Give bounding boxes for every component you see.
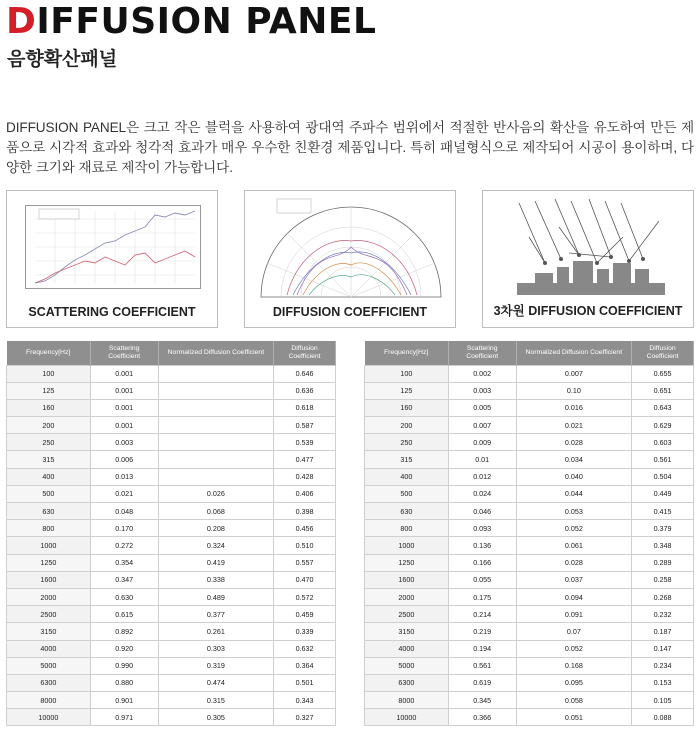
table-row bbox=[365, 623, 694, 640]
title-rest: IFFUSION PANEL bbox=[36, 1, 377, 42]
frequency-cell: 160 bbox=[365, 399, 449, 416]
frequency-cell: 630 bbox=[7, 503, 91, 520]
header-normalized-diffusion: Normalized Diffusion Coefficient bbox=[158, 341, 274, 365]
scattering-cell: 0.007 bbox=[448, 417, 516, 434]
diffusion-3d-illustration bbox=[499, 197, 679, 297]
normalized-diffusion-cell bbox=[158, 417, 274, 434]
table-row bbox=[365, 468, 694, 485]
diffusion-cell: 0.504 bbox=[632, 468, 694, 485]
diffusion-3d-caption: 3차원 DIFFUSION COEFFICIENT bbox=[493, 304, 683, 318]
diffusion-cell: 0.406 bbox=[274, 485, 336, 502]
table-row bbox=[7, 399, 336, 416]
frequency-cell: 6300 bbox=[365, 674, 449, 691]
scattering-cell: 0.001 bbox=[90, 399, 158, 416]
scattering-cell: 0.01 bbox=[448, 451, 516, 468]
diffusion-cell: 0.646 bbox=[274, 365, 336, 382]
scattering-cell: 0.001 bbox=[90, 365, 158, 382]
frequency-cell: 200 bbox=[7, 417, 91, 434]
frequency-cell: 800 bbox=[365, 520, 449, 537]
diffusion-cell: 0.449 bbox=[632, 485, 694, 502]
frequency-cell: 3150 bbox=[365, 623, 449, 640]
scattering-cell: 0.005 bbox=[448, 399, 516, 416]
normalized-diffusion-cell: 0.315 bbox=[158, 692, 274, 709]
frequency-cell: 125 bbox=[7, 382, 91, 399]
page-title bbox=[6, 2, 376, 42]
scattering-cell: 0.013 bbox=[90, 468, 158, 485]
scattering-cell: 0.009 bbox=[448, 434, 516, 451]
scattering-cell: 0.003 bbox=[90, 434, 158, 451]
table-row bbox=[7, 606, 336, 623]
table-header-row bbox=[7, 341, 336, 365]
table-row bbox=[7, 520, 336, 537]
header-normalized-diffusion: Normalized Diffusion Coefficient bbox=[516, 341, 632, 365]
normalized-diffusion-cell bbox=[158, 468, 274, 485]
table-row bbox=[7, 451, 336, 468]
table-row bbox=[365, 451, 694, 468]
scattering-graph-image bbox=[25, 205, 201, 289]
table-row bbox=[365, 399, 694, 416]
diffusion-polar-image bbox=[257, 197, 445, 301]
table-row bbox=[365, 417, 694, 434]
frequency-cell: 5000 bbox=[365, 657, 449, 674]
normalized-diffusion-cell: 0.007 bbox=[516, 365, 632, 382]
table-row bbox=[7, 417, 336, 434]
diffusion-cell: 0.603 bbox=[632, 434, 694, 451]
diffusion-cell: 0.632 bbox=[274, 640, 336, 657]
diffusion-cell: 0.587 bbox=[274, 417, 336, 434]
table-header-row bbox=[365, 341, 694, 365]
table-row bbox=[7, 571, 336, 588]
scattering-cell: 0.001 bbox=[90, 417, 158, 434]
normalized-diffusion-cell: 0.324 bbox=[158, 537, 274, 554]
table-row bbox=[365, 554, 694, 571]
page-subtitle: 음향확산패널 bbox=[7, 49, 118, 70]
normalized-diffusion-cell: 0.377 bbox=[158, 606, 274, 623]
table-row bbox=[7, 657, 336, 674]
scattering-cell: 0.630 bbox=[90, 588, 158, 605]
scattering-cell: 0.345 bbox=[448, 692, 516, 709]
normalized-diffusion-cell bbox=[158, 382, 274, 399]
scattering-cell: 0.615 bbox=[90, 606, 158, 623]
diffusion-cell: 0.655 bbox=[632, 365, 694, 382]
scattering-cell: 0.170 bbox=[90, 520, 158, 537]
scattering-cell: 0.024 bbox=[448, 485, 516, 502]
diffusion-cell: 0.510 bbox=[274, 537, 336, 554]
normalized-diffusion-cell: 0.052 bbox=[516, 640, 632, 657]
frequency-cell: 10000 bbox=[365, 709, 449, 726]
diffusion-cell: 0.636 bbox=[274, 382, 336, 399]
table-row bbox=[7, 537, 336, 554]
diffusion-3d-card bbox=[482, 190, 694, 328]
table-row bbox=[365, 709, 694, 726]
frequency-cell: 6300 bbox=[7, 674, 91, 691]
scattering-cell: 0.347 bbox=[90, 571, 158, 588]
scattering-cell: 0.046 bbox=[448, 503, 516, 520]
scattering-cell: 0.366 bbox=[448, 709, 516, 726]
diffusion-cell: 0.234 bbox=[632, 657, 694, 674]
normalized-diffusion-cell: 0.040 bbox=[516, 468, 632, 485]
diffusion-cell: 0.651 bbox=[632, 382, 694, 399]
table-body-left bbox=[7, 365, 336, 726]
table-row bbox=[365, 537, 694, 554]
frequency-cell: 160 bbox=[7, 399, 91, 416]
table-row bbox=[7, 623, 336, 640]
normalized-diffusion-cell: 0.068 bbox=[158, 503, 274, 520]
coefficient-table-left bbox=[6, 341, 336, 726]
table-row bbox=[365, 382, 694, 399]
diffusion-cell: 0.105 bbox=[632, 692, 694, 709]
diffusion-cell: 0.643 bbox=[632, 399, 694, 416]
header-scattering: Scattering Coefficient bbox=[90, 341, 158, 365]
normalized-diffusion-cell: 0.095 bbox=[516, 674, 632, 691]
diffusion-cell: 0.187 bbox=[632, 623, 694, 640]
diffusion-cell: 0.153 bbox=[632, 674, 694, 691]
normalized-diffusion-cell: 0.419 bbox=[158, 554, 274, 571]
scattering-cell: 0.002 bbox=[448, 365, 516, 382]
scattering-cell: 0.166 bbox=[448, 554, 516, 571]
frequency-cell: 100 bbox=[365, 365, 449, 382]
scattering-cell: 0.561 bbox=[448, 657, 516, 674]
normalized-diffusion-cell: 0.489 bbox=[158, 588, 274, 605]
scattering-cell: 0.001 bbox=[90, 382, 158, 399]
normalized-diffusion-cell: 0.303 bbox=[158, 640, 274, 657]
diffusion-cell: 0.415 bbox=[632, 503, 694, 520]
scattering-cell: 0.021 bbox=[90, 485, 158, 502]
diffusion-cell: 0.339 bbox=[274, 623, 336, 640]
normalized-diffusion-cell bbox=[158, 451, 274, 468]
scattering-cell: 0.048 bbox=[90, 503, 158, 520]
normalized-diffusion-cell: 0.094 bbox=[516, 588, 632, 605]
table-row bbox=[365, 520, 694, 537]
frequency-cell: 3150 bbox=[7, 623, 91, 640]
normalized-diffusion-cell: 0.168 bbox=[516, 657, 632, 674]
frequency-cell: 4000 bbox=[7, 640, 91, 657]
normalized-diffusion-cell: 0.474 bbox=[158, 674, 274, 691]
scattering-cell: 0.219 bbox=[448, 623, 516, 640]
frequency-cell: 500 bbox=[7, 485, 91, 502]
scattering-coefficient-card bbox=[6, 190, 218, 328]
diffusion-cell: 0.572 bbox=[274, 588, 336, 605]
scattering-cell: 0.971 bbox=[90, 709, 158, 726]
table-row bbox=[365, 365, 694, 382]
normalized-diffusion-cell: 0.052 bbox=[516, 520, 632, 537]
frequency-cell: 5000 bbox=[7, 657, 91, 674]
normalized-diffusion-cell: 0.208 bbox=[158, 520, 274, 537]
diffusion-cell: 0.398 bbox=[274, 503, 336, 520]
normalized-diffusion-cell: 0.028 bbox=[516, 434, 632, 451]
header-scattering: Scattering Coefficient bbox=[448, 341, 516, 365]
table-row bbox=[7, 674, 336, 691]
product-description: DIFFUSION PANEL은 크고 작은 블럭을 사용하여 광대역 주파수 범위에서 적절한 반사음의 확산을 유도하여 만든 제품으로 시각적 효과와 청각적 효과가 매우 우수한 친환경 제품입니다. 특히 패널형식으로 제작되어 시공이 용이하며, 다양한 크기와 재료로 제작이 가능합니다. bbox=[6, 120, 694, 175]
table-row bbox=[365, 606, 694, 623]
normalized-diffusion-cell: 0.028 bbox=[516, 554, 632, 571]
header-frequency: Frequency[Hz] bbox=[365, 341, 449, 365]
normalized-diffusion-cell: 0.058 bbox=[516, 692, 632, 709]
frequency-cell: 315 bbox=[365, 451, 449, 468]
frequency-cell: 200 bbox=[365, 417, 449, 434]
diffusion-cell: 0.539 bbox=[274, 434, 336, 451]
scattering-cell: 0.990 bbox=[90, 657, 158, 674]
coefficient-table-right bbox=[364, 341, 694, 726]
table-row bbox=[7, 365, 336, 382]
frequency-cell: 400 bbox=[365, 468, 449, 485]
diffusion-cell: 0.477 bbox=[274, 451, 336, 468]
scattering-cell: 0.892 bbox=[90, 623, 158, 640]
diffusion-cell: 0.088 bbox=[632, 709, 694, 726]
normalized-diffusion-cell: 0.091 bbox=[516, 606, 632, 623]
diffusion-cell: 0.456 bbox=[274, 520, 336, 537]
frequency-cell: 250 bbox=[7, 434, 91, 451]
table-row bbox=[365, 588, 694, 605]
scattering-cell: 0.920 bbox=[90, 640, 158, 657]
frequency-cell: 100 bbox=[7, 365, 91, 382]
table-body-right bbox=[365, 365, 694, 726]
normalized-diffusion-cell: 0.061 bbox=[516, 537, 632, 554]
table-row bbox=[365, 434, 694, 451]
scattering-cell: 0.194 bbox=[448, 640, 516, 657]
scattering-cell: 0.055 bbox=[448, 571, 516, 588]
normalized-diffusion-cell: 0.319 bbox=[158, 657, 274, 674]
frequency-cell: 1250 bbox=[7, 554, 91, 571]
normalized-diffusion-cell: 0.053 bbox=[516, 503, 632, 520]
scattering-cell: 0.272 bbox=[90, 537, 158, 554]
diffusion-cell: 0.232 bbox=[632, 606, 694, 623]
normalized-diffusion-cell: 0.034 bbox=[516, 451, 632, 468]
diffusion-cell: 0.364 bbox=[274, 657, 336, 674]
table-row bbox=[365, 503, 694, 520]
diffusion-cell: 0.501 bbox=[274, 674, 336, 691]
frequency-cell: 2500 bbox=[365, 606, 449, 623]
normalized-diffusion-cell: 0.051 bbox=[516, 709, 632, 726]
frequency-cell: 10000 bbox=[7, 709, 91, 726]
diffusion-cell: 0.289 bbox=[632, 554, 694, 571]
frequency-cell: 1000 bbox=[7, 537, 91, 554]
frequency-cell: 8000 bbox=[365, 692, 449, 709]
normalized-diffusion-cell: 0.10 bbox=[516, 382, 632, 399]
diffusion-caption: DIFFUSION COEFFICIENT bbox=[272, 305, 428, 319]
diffusion-cell: 0.268 bbox=[632, 588, 694, 605]
normalized-diffusion-cell: 0.261 bbox=[158, 623, 274, 640]
diffusion-cell: 0.327 bbox=[274, 709, 336, 726]
diffusion-cell: 0.561 bbox=[632, 451, 694, 468]
table-row bbox=[365, 674, 694, 691]
normalized-diffusion-cell bbox=[158, 365, 274, 382]
normalized-diffusion-cell: 0.037 bbox=[516, 571, 632, 588]
normalized-diffusion-cell: 0.07 bbox=[516, 623, 632, 640]
frequency-cell: 1600 bbox=[365, 571, 449, 588]
table-row bbox=[7, 382, 336, 399]
scattering-cell: 0.214 bbox=[448, 606, 516, 623]
header-diffusion: Diffusion Coefficient bbox=[274, 341, 336, 365]
frequency-cell: 250 bbox=[365, 434, 449, 451]
table-row bbox=[365, 640, 694, 657]
table-row bbox=[365, 571, 694, 588]
diffusion-cell: 0.348 bbox=[632, 537, 694, 554]
scattering-cell: 0.901 bbox=[90, 692, 158, 709]
scattering-cell: 0.880 bbox=[90, 674, 158, 691]
frequency-cell: 1000 bbox=[365, 537, 449, 554]
table-row bbox=[7, 503, 336, 520]
frequency-cell: 2000 bbox=[7, 588, 91, 605]
frequency-cell: 315 bbox=[7, 451, 91, 468]
table-row bbox=[365, 657, 694, 674]
frequency-cell: 8000 bbox=[7, 692, 91, 709]
scattering-cell: 0.003 bbox=[448, 382, 516, 399]
diffusion-cell: 0.147 bbox=[632, 640, 694, 657]
normalized-diffusion-cell: 0.026 bbox=[158, 485, 274, 502]
diffusion-cell: 0.379 bbox=[632, 520, 694, 537]
table-row bbox=[7, 434, 336, 451]
table-row bbox=[7, 554, 336, 571]
frequency-cell: 630 bbox=[365, 503, 449, 520]
table-row bbox=[7, 692, 336, 709]
table-row bbox=[7, 709, 336, 726]
normalized-diffusion-cell: 0.016 bbox=[516, 399, 632, 416]
frequency-cell: 500 bbox=[365, 485, 449, 502]
scattering-cell: 0.136 bbox=[448, 537, 516, 554]
normalized-diffusion-cell: 0.044 bbox=[516, 485, 632, 502]
table-row bbox=[365, 692, 694, 709]
table-row bbox=[7, 640, 336, 657]
header-diffusion: Diffusion Coefficient bbox=[632, 341, 694, 365]
normalized-diffusion-cell: 0.021 bbox=[516, 417, 632, 434]
normalized-diffusion-cell bbox=[158, 399, 274, 416]
header-frequency: Frequency[Hz] bbox=[7, 341, 91, 365]
scattering-caption: SCATTERING COEFFICIENT bbox=[28, 305, 196, 319]
diffusion-cell: 0.470 bbox=[274, 571, 336, 588]
diffusion-cell: 0.459 bbox=[274, 606, 336, 623]
normalized-diffusion-cell: 0.305 bbox=[158, 709, 274, 726]
diffusion-cell: 0.629 bbox=[632, 417, 694, 434]
diffusion-coefficient-card bbox=[244, 190, 456, 328]
title-accent-letter: D bbox=[6, 1, 37, 42]
frequency-cell: 2000 bbox=[365, 588, 449, 605]
frequency-cell: 4000 bbox=[365, 640, 449, 657]
diffusion-cell: 0.618 bbox=[274, 399, 336, 416]
scattering-cell: 0.354 bbox=[90, 554, 158, 571]
frequency-cell: 1600 bbox=[7, 571, 91, 588]
frequency-cell: 400 bbox=[7, 468, 91, 485]
scattering-cell: 0.619 bbox=[448, 674, 516, 691]
table-row bbox=[7, 588, 336, 605]
table-row bbox=[365, 485, 694, 502]
normalized-diffusion-cell: 0.338 bbox=[158, 571, 274, 588]
frequency-cell: 2500 bbox=[7, 606, 91, 623]
frequency-cell: 125 bbox=[365, 382, 449, 399]
scattering-cell: 0.093 bbox=[448, 520, 516, 537]
table-row bbox=[7, 485, 336, 502]
diffusion-cell: 0.258 bbox=[632, 571, 694, 588]
scattering-cell: 0.006 bbox=[90, 451, 158, 468]
table-row bbox=[7, 468, 336, 485]
normalized-diffusion-cell bbox=[158, 434, 274, 451]
frequency-cell: 1250 bbox=[365, 554, 449, 571]
scattering-cell: 0.175 bbox=[448, 588, 516, 605]
scattering-cell: 0.012 bbox=[448, 468, 516, 485]
frequency-cell: 800 bbox=[7, 520, 91, 537]
diffusion-cell: 0.557 bbox=[274, 554, 336, 571]
diffusion-cell: 0.343 bbox=[274, 692, 336, 709]
diffusion-cell: 0.428 bbox=[274, 468, 336, 485]
